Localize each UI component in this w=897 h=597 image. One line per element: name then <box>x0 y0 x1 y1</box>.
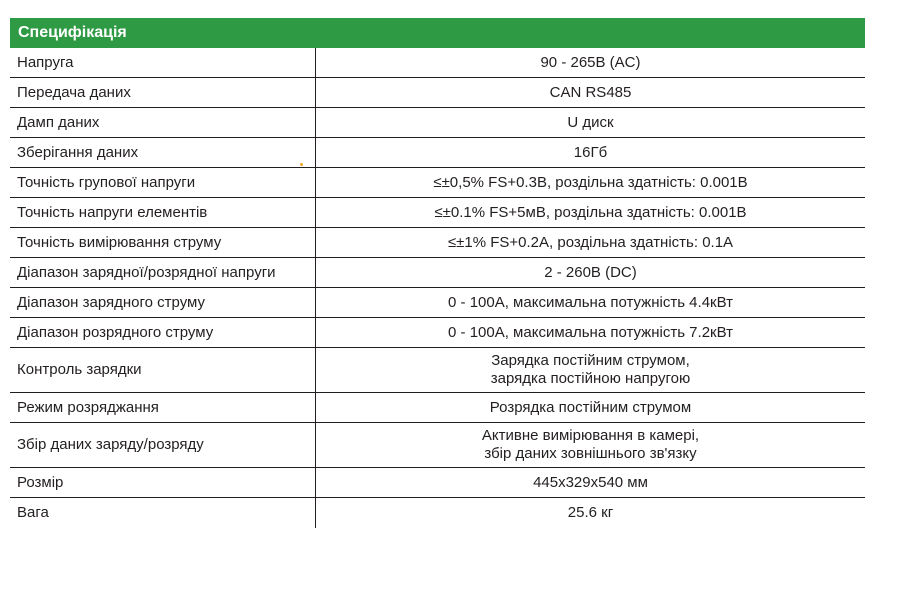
decorative-dot <box>300 163 303 166</box>
spec-label: Діапазон розрядного струму <box>10 318 316 347</box>
spec-value <box>316 423 865 467</box>
spec-label: Точність групової напруги <box>10 168 316 197</box>
spec-value <box>316 78 865 107</box>
spec-value <box>316 108 865 137</box>
spec-value <box>316 138 865 167</box>
spec-row-charge-control <box>10 348 865 393</box>
spec-value-line: 0 - 100А, максимальна потужність 7.2кВт <box>448 323 733 341</box>
spec-row-voltage <box>10 48 865 78</box>
spec-row-discharge-current-range <box>10 318 865 348</box>
spec-label: Передача даних <box>10 78 316 107</box>
spec-value-line: 445x329x540 мм <box>533 473 648 491</box>
spec-row-charge-current-range <box>10 288 865 318</box>
spec-value <box>316 258 865 287</box>
spec-row-discharge-mode <box>10 393 865 423</box>
specification-header <box>10 18 865 48</box>
spec-value <box>316 498 865 528</box>
spec-value <box>316 468 865 497</box>
spec-value <box>316 198 865 227</box>
specification-table <box>10 18 865 528</box>
spec-row-current-accuracy <box>10 228 865 258</box>
spec-label: Діапазон зарядної/розрядної напруги <box>10 258 316 287</box>
spec-row-data-transfer <box>10 78 865 108</box>
spec-label: Розмір <box>10 468 316 497</box>
spec-value-line: 0 - 100А, максимальна потужність 4.4кВт <box>448 293 733 311</box>
spec-row-voltage-range <box>10 258 865 288</box>
spec-label: Зберігання даних <box>10 138 316 167</box>
spec-row-cell-voltage-accuracy <box>10 198 865 228</box>
spec-label: Напруга <box>10 48 316 77</box>
spec-label: Контроль зарядки <box>10 348 316 392</box>
spec-row-size <box>10 468 865 498</box>
spec-row-group-voltage-accuracy <box>10 168 865 198</box>
spec-label: Режим розряджання <box>10 393 316 422</box>
spec-value-line: ≤±1% FS+0.2A, роздільна здатність: 0.1A <box>447 233 734 251</box>
specification-title: Специфікація <box>18 24 127 41</box>
spec-value-line: 90 - 265В (AC) <box>540 53 641 71</box>
spec-label: Збір даних заряду/розряду <box>10 423 316 467</box>
spec-value-line: збір даних зовнішнього зв'язку <box>484 445 697 462</box>
spec-value-line: 25.6 кг <box>567 504 614 521</box>
spec-value-line: CAN RS485 <box>549 83 632 101</box>
spec-value <box>316 168 865 197</box>
spec-value-line: Розрядка постійним струмом <box>489 398 692 416</box>
spec-label: Діапазон зарядного струму <box>10 288 316 317</box>
spec-value <box>316 288 865 317</box>
spec-value <box>316 318 865 347</box>
spec-value <box>316 393 865 422</box>
spec-label: Вага <box>10 498 316 528</box>
spec-row-data-dump <box>10 108 865 138</box>
spec-label: Точність напруги елементів <box>10 198 316 227</box>
spec-value <box>316 48 865 77</box>
spec-row-weight <box>10 498 865 528</box>
spec-value-line: ≤±0,5% FS+0.3В, роздільна здатність: 0.001В <box>433 173 748 191</box>
spec-value <box>316 348 865 392</box>
spec-label: Точність вимірювання струму <box>10 228 316 257</box>
spec-value-line: U диск <box>567 113 614 131</box>
spec-value-line: 16Гб <box>573 143 608 161</box>
spec-row-data-storage <box>10 138 865 168</box>
spec-value-line: 2 - 260В (DC) <box>544 263 637 281</box>
spec-label: Дамп даних <box>10 108 316 137</box>
spec-value <box>316 228 865 257</box>
spec-value-line: Зарядка постійним струмом, <box>491 352 690 369</box>
spec-row-data-collection <box>10 423 865 468</box>
spec-value-line: зарядка постійною напругою <box>490 370 691 387</box>
spec-value-line: ≤±0.1% FS+5мВ, роздільна здатність: 0.001В <box>434 203 747 221</box>
spec-value-line: Активне вимірювання в камері, <box>481 427 700 444</box>
